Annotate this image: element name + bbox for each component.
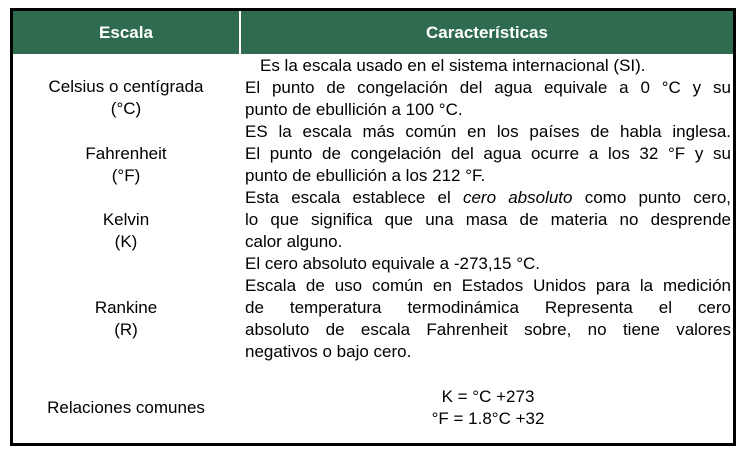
description-line: lo que significa que una masa de materia no desprende — [245, 210, 731, 229]
table-header — [13, 11, 733, 54]
scale-name: Rankine — [94, 298, 158, 317]
scale-symbol: (K) — [114, 232, 138, 251]
scale-name: Fahrenheit — [85, 144, 167, 163]
row-rankine-description — [245, 275, 731, 363]
description-line: punto de ebullición a 100 °C. — [245, 100, 463, 119]
header-scale: Escala — [99, 23, 153, 42]
relations-formulas — [245, 386, 731, 430]
description-emphasis: cero absoluto — [462, 188, 573, 207]
description-text: Esta escala establece el — [245, 188, 451, 207]
description-text: como punto cero, — [584, 188, 731, 207]
row-fahrenheit-description — [245, 121, 731, 187]
relations-label: Relaciones comunes — [47, 398, 205, 417]
formula-fahrenheit: °F = 1.8°C +32 — [431, 409, 545, 428]
row-kelvin-scale — [13, 209, 239, 253]
scale-name: Celsius o centígrada — [48, 77, 204, 96]
row-fahrenheit-scale — [13, 143, 239, 187]
description-line: de temperatura termodinámica Representa el cero — [245, 298, 731, 317]
description-line: negativos o bajo cero. — [245, 342, 412, 361]
description-line: absoluto de escala Fahrenheit sobre, no tiene valores — [245, 320, 731, 339]
scale-symbol: (R) — [114, 320, 138, 339]
description-line: ES la escala más común en los países de habla inglesa. — [245, 122, 731, 141]
row-kelvin-description — [245, 187, 731, 275]
description-line: El punto de congelación del agua ocurre a los 32 °F y su — [245, 144, 731, 163]
header-characteristics: Características — [426, 23, 548, 42]
description-line: punto de ebullición a los 212 °F. — [245, 166, 486, 185]
scale-symbol: (°C) — [110, 99, 142, 118]
row-celsius-description — [245, 55, 731, 121]
description-line: Es la escala usado en el sistema internacional (SI). — [260, 56, 646, 75]
description-line: El cero absoluto equivale a -273,15 °C. — [245, 254, 541, 273]
description-line: calor alguno. — [245, 232, 343, 251]
description-line — [245, 187, 731, 209]
formula-kelvin: K = °C +273 — [441, 387, 535, 406]
scale-name: Kelvin — [102, 210, 150, 229]
temperature-scales-table — [10, 8, 736, 446]
row-rankine-scale — [13, 297, 239, 341]
description-line: El punto de congelación del agua equivale a 0 °C y su — [245, 78, 731, 97]
description-line: Escala de uso común en Estados Unidos para la medición — [245, 276, 731, 295]
scale-symbol: (°F) — [111, 166, 141, 185]
row-celsius-scale — [13, 76, 239, 120]
